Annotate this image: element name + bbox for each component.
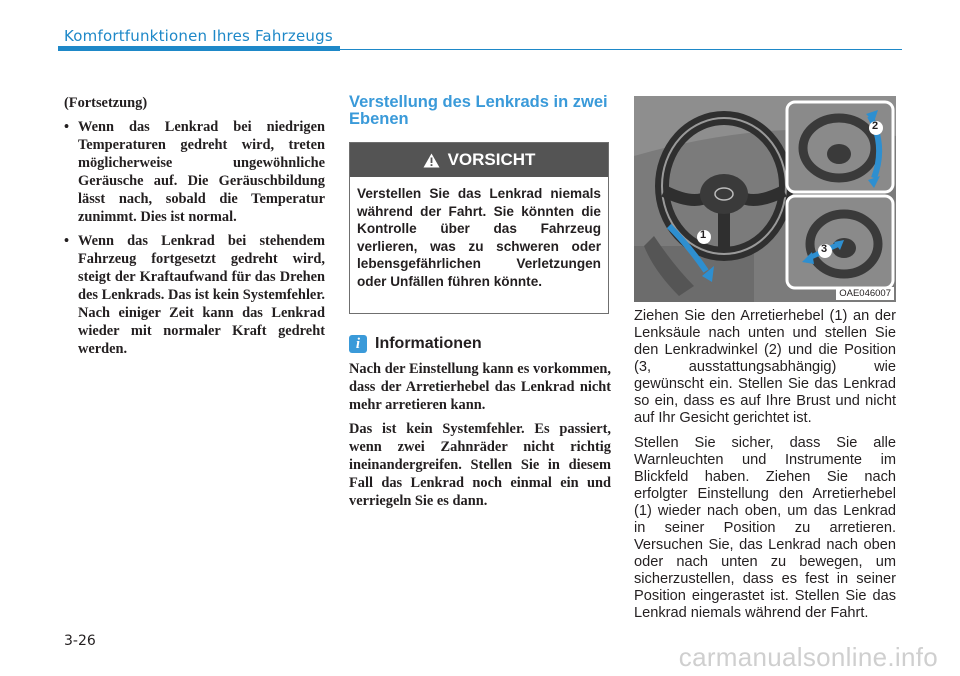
bullet-list (64, 118, 325, 358)
bullet-item (64, 232, 325, 358)
header-bar (58, 46, 340, 51)
bullet-text: Wenn das Lenkrad bei stehendem Fahrzeug fortgesetzt gedreht wird, steigt der Kraftaufwand für das Drehen des Lenkrads. Das ist kein Systemfehler. Nach einiger Zeit kann das Lenkrad wieder mit normaler Kraft gedreht werden. (78, 233, 325, 357)
bullet-mark: • (64, 233, 70, 249)
callout-3: 3 (821, 243, 828, 255)
page-number: 3-26 (64, 633, 96, 649)
middle-column (349, 93, 611, 509)
info-title: Informationen (375, 335, 482, 352)
info-icon: i (349, 335, 367, 353)
right-column (634, 96, 896, 621)
header-line (340, 49, 902, 50)
figure-code: OAE046007 (836, 287, 894, 300)
body-paragraph: Stellen Sie sicher, dass Sie alle Warnleuchten und Instrumente im Blickfeld haben. Ziehen Sie nach erfolgter Einstellung den Arretierhebel (1) wieder nach oben, um das Lenkrad in seiner Position zu arretieren. Versuchen Sie, das Lenkrad nach oben oder nach unten zu bewegen, um sicherzustellen, dass es fest in seiner Position eingerastet ist. Stellen Sie das Lenkrad niemals während der Fahrt. (634, 435, 896, 621)
bullet-mark: • (64, 119, 70, 135)
header-title: Komfortfunktionen Ihres Fahrzeugs (64, 27, 333, 45)
left-column (64, 94, 325, 364)
continuation-label: (Fortsetzung) (64, 95, 148, 111)
right-column-text (634, 308, 896, 630)
info-paragraph: Nach der Einstellung kann es vorkommen, dass der Arretierhebel das Lenkrad nicht mehr arretieren kann. (349, 361, 611, 413)
warning-label: VORSICHT (447, 150, 536, 169)
warning-box (349, 142, 609, 314)
warning-triangle-icon (423, 153, 440, 168)
callout-2: 2 (872, 120, 879, 132)
callout-1: 1 (700, 229, 707, 241)
bullet-item (64, 118, 325, 226)
warning-text: Verstellen Sie das Lenkrad niemals während der Fahrt. Sie könnten die Kontrolle über das Fahrzeug verlieren, was zu schweren oder lebensgefährlichen Verletzungen oder Unfällen führen könnte. (357, 186, 601, 289)
steering-wheel-figure (634, 96, 896, 302)
bullet-text: Wenn das Lenkrad bei niedrigen Temperaturen gedreht wird, treten möglicherweise ungewöhnliche Geräusche auf. Die Geräuschbildung lässt nach, sobald die Temperatur zunimmt. Dies ist normal. (78, 119, 325, 225)
steering-wheel-illustration (634, 96, 896, 302)
info-header (349, 335, 482, 353)
info-paragraph: Das ist kein Systemfehler. Es passiert, wenn zwei Zahnräder nicht richtig ineinandergreifen. Stellen Sie in diesem Fall das Lenkrad noch einmal ein und verriegeln Sie es dann. (349, 421, 611, 509)
section-title: Verstellung des Lenkrads in zwei Ebenen (349, 93, 608, 128)
info-body (349, 360, 611, 516)
warning-header (350, 143, 608, 177)
body-paragraph: Ziehen Sie den Arretierhebel (1) an der Lenksäule nach unten und stellen Sie den Lenkradwinkel (2) und die Position (3, ausstattungsabhängig) wie gewünscht ein. Stellen Sie das Lenkrad so ein, dass es auf Ihre Brust und nicht auf Ihr Gesicht gerichtet ist. (634, 308, 896, 426)
watermark: carmanualsonline.info (678, 642, 938, 672)
